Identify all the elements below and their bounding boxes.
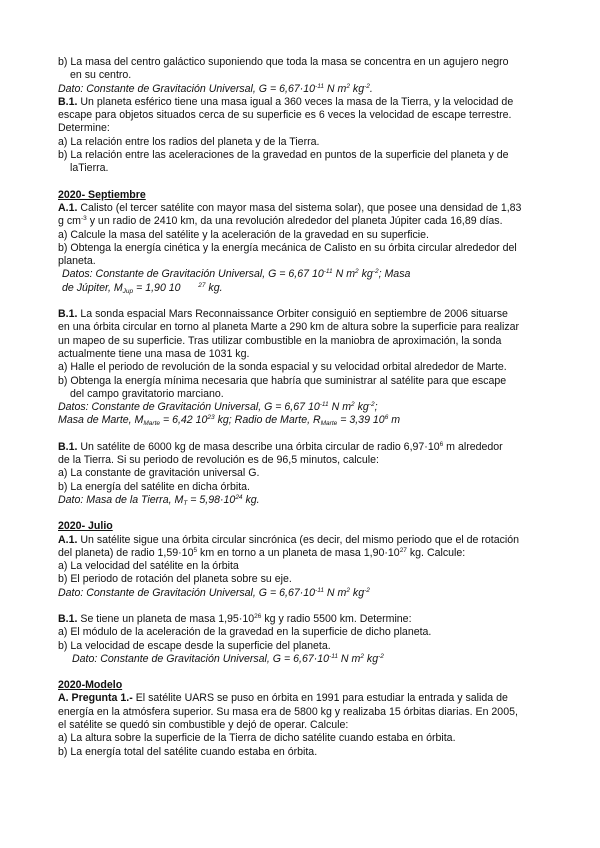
question-line: en una órbita circular en torno al planeta Marte a 290 km de altura sobre la superficie para realizar [58, 321, 520, 334]
question-line: en su centro. [70, 69, 132, 82]
question-intro: B.1. Se tiene un planeta de masa $1,95\cdot 10^{26}$ kg y radio 5500 km. Determine: [58, 612, 412, 625]
question-line: energía en la atmósfera superior. Su masa era de 5800 kg y realizaba 15 órbitas diarias. En 2005, [58, 705, 518, 718]
section-title: 2020- Julio [58, 520, 113, 533]
question-line: b) La masa del centro galáctico suponiendo que toda la masa se concentra en un agujero negro [58, 56, 509, 68]
question-line: del planeta) de radio $1,59\cdot 10^5$ km en torno a un planeta de masa $1,90\cdot 10^{27}$ kg. Calcule: [58, 546, 466, 559]
question-item-a: a) La constante de gravitación universal G. [58, 467, 260, 480]
data-note: Dato: Constante de Gravitación Universal, $G = 6,67\cdot 10^{-11}$ N $m^2$ $kg^{-2}$ [72, 652, 384, 665]
question-line: planeta. [58, 255, 96, 268]
question-item-a: a) Halle el periodo de revolución de la sonda espacial y su velocidad orbital alrededor de Marte. [58, 361, 507, 374]
question-line: de la Tierra. Si su periodo de revolución es de 96,5 minutos, calcule: [58, 454, 379, 467]
data-note: Dato: Constante de Gravitación Universal, $G = 6,67\cdot 10^{-11}$ N $m^2$ $kg^{-2}$ [58, 586, 370, 599]
question-item-b: b) Obtenga la energía cinética y la energía mecánica de Calisto en su órbita circular alrededor del [58, 241, 517, 254]
question-intro: B.1. Un satélite de 6000 kg de masa describe una órbita circular de radio $6,97\cdot 10^6$ m alrededor [58, 440, 503, 453]
section-title: 2020- Septiembre [58, 188, 146, 201]
question-line: g $cm^{-3}$ y un radio de 2410 km, da una revolución alrededor del planeta Júpiter cada 16,89 días. [58, 215, 503, 228]
question-line: laTierra. [70, 162, 109, 175]
question-item-a: a) La relación entre los radios del planeta y de la Tierra. [58, 135, 320, 148]
data-note: Dato: Masa de la Tierra, $M_T = 5,98\cdot 10^{24}$ kg. [58, 493, 260, 507]
question-line: actualmente tiene una masa de 1031 kg. [58, 347, 250, 360]
data-note: Datos: Constante de Gravitación Universal, G = 6,67 $10^{-11}$ N $m^2$ $kg^{-2}$; Masa [62, 268, 411, 281]
question-line: un mapeo de su superficie. Tras utilizar combustible en la maniobra de aproximación, la sonda [58, 334, 502, 347]
question-item-b: b) El periodo de rotación del planeta sobre su eje. [58, 573, 292, 586]
question-item-a: a) La altura sobre la superficie de la Tierra de dicho satélite cuando estaba en órbita. [58, 732, 456, 745]
question-line: Determine: [58, 122, 110, 135]
question-line: escape para objetos situados cerca de su superficie es 6 veces la velocidad de escape terrestre. [58, 109, 512, 122]
question-item-b: b) La energía total del satélite cuando estaba en órbita. [58, 745, 318, 758]
question-item-a: a) Calcule la masa del satélite y la aceleración de la gravedad en su superficie. [58, 228, 429, 241]
data-note: de Júpiter, $M_{Jup} = 1,90$ 10 $^{27}$ kg. [62, 281, 223, 295]
data-note: Dato: Constante de Gravitación Universal, $G = 6,67\cdot 10^{-11}$ N $m^2$ $kg^{-2}$. [58, 82, 373, 95]
question-item-a: a) La velocidad del satélite en la órbita [58, 560, 239, 573]
question-item-b: b) La energía del satélite en dicha órbita. [58, 480, 250, 493]
data-note: Datos: Constante de Gravitación Universal, G = 6,67 $10^{-11}$ N $m^2$ $kg^{-2}$; [58, 401, 378, 414]
question-item-b: b) La relación entre las aceleraciones de la gravedad en puntos de la superficie del planeta y de [58, 149, 509, 162]
question-line: el satélite se quedó sin combustible y dejó de operar. Calcule: [58, 719, 349, 732]
question-intro: A.1. Un satélite sigue una órbita circular sincrónica (es decir, del mismo periodo que el de rotación [58, 533, 520, 546]
question-item-b: b) La velocidad de escape desde la superficie del planeta. [58, 639, 331, 652]
data-note: Masa de Marte, $M_{Marte} = 6,42$ $10^{23}$ kg; Radio de Marte, $R_{Marte} = 3,39$ $10^6$ m [58, 414, 401, 428]
question-line: del campo gravitatorio marciano. [70, 387, 224, 400]
question-item-b: b) Obtenga la energía mínima necesaria que habría que suministrar al satélite para que escape [58, 374, 507, 387]
question-intro: A.1. Calisto (el tercer satélite con mayor masa del sistema solar), que posee una densidad de 1,83 [58, 201, 522, 214]
section-title: 2020-Modelo [58, 679, 123, 692]
question-intro: A. Pregunta 1.- El satélite UARS se puso en órbita en 1991 para estudiar la entrada y salida de [58, 692, 508, 705]
question-intro: B.1. La sonda espacial Mars Reconnaissance Orbiter consiguió en septiembre de 2006 situarse [58, 308, 508, 321]
question-intro: B.1. Un planeta esférico tiene una masa igual a 360 veces la masa de la Tierra, y la velocidad de [58, 95, 514, 108]
question-item-a: a) El módulo de la aceleración de la gravedad en la superficie de dicho planeta. [58, 626, 432, 639]
